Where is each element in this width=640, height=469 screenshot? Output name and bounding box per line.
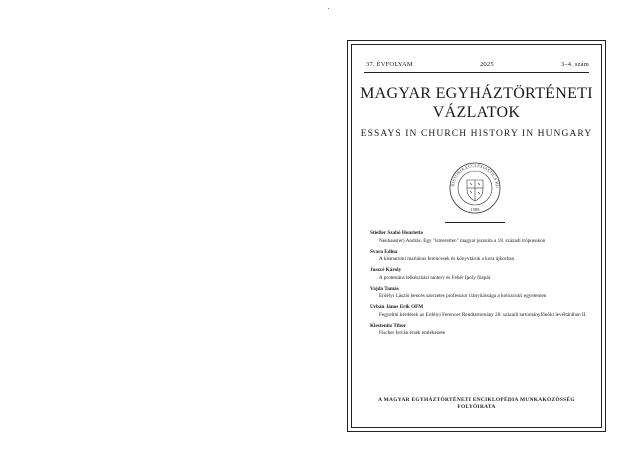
table-of-contents <box>370 230 593 341</box>
contents-entry <box>370 230 593 245</box>
seal-year: 1988 <box>470 207 480 212</box>
entry-title: A kismartoni mariánus ferencesek és könyvtáruk a kora újkorban <box>379 256 515 263</box>
entry-title: Fischer István érsek emlékezete <box>379 330 446 337</box>
seal-emblem <box>448 161 502 215</box>
entry-author: Juszcé Károly <box>370 267 402 274</box>
entry-author: Klestenitz Tibor <box>370 322 406 329</box>
contents-entry <box>370 267 593 282</box>
volume-label: 37. ÉVFOLYAM <box>366 61 413 68</box>
header-rule <box>364 72 589 73</box>
scan-speck <box>328 8 329 9</box>
entry-author: Urbán János Erik OFM <box>370 304 424 311</box>
issue-label: 3–4. szám <box>560 61 589 68</box>
contents-entry <box>370 286 593 301</box>
publisher-footer <box>358 397 595 411</box>
year-label: 2025 <box>479 61 494 68</box>
entry-author: Svara Edina <box>370 248 398 255</box>
seal-ring-text: HISTORIA ECCLESIASTICA HU <box>450 162 501 189</box>
journal-cover <box>347 40 606 432</box>
entry-title: Neuhaus(er) András. Egy "ismeretlen" magyar jezsuita a 18. századi tröpusokon <box>379 237 546 244</box>
entry-author: Vajda Tamás <box>370 285 399 292</box>
publisher-line2: FOLYÓIRATA <box>457 404 496 410</box>
contents-rule <box>445 222 505 223</box>
entry-author: Stiefler Szabó Henriette <box>370 230 423 236</box>
cover-header <box>366 61 589 68</box>
publisher-line1: A MAGYAR EGYHÁZTÖRTÉNETI ENCIKLOPÉDIA MUNKAKÖZÖSSÉG <box>378 397 575 403</box>
journal-title-line1: MAGYAR EGYHÁZTÖRTÉNETI <box>360 85 593 102</box>
entry-title: Fegyelmi kérdések az Erdélyi Ferences Rendtartomány 20. századi tartományfőnöki levéltárában II. <box>379 311 587 318</box>
entry-title: Erdélyi László bencés szerzetes professzor irányítássága a kolozsvári egyetemen <box>379 293 547 300</box>
contents-entry <box>370 323 593 338</box>
contents-entry <box>370 304 593 319</box>
seal-shield <box>467 180 483 201</box>
journal-subtitle: ESSAYS IN CHURCH HISTORY IN HUNGARY <box>360 129 593 139</box>
contents-entry <box>370 249 593 264</box>
entry-title: A protestáns lelkészházi tanterv és Fehér Ipoly főapát <box>379 274 491 281</box>
svg-text:HISTORIA ECCLESIASTICA HUNGARI <box>448 161 500 188</box>
journal-title-line2: VÁZLATOK <box>432 104 521 121</box>
